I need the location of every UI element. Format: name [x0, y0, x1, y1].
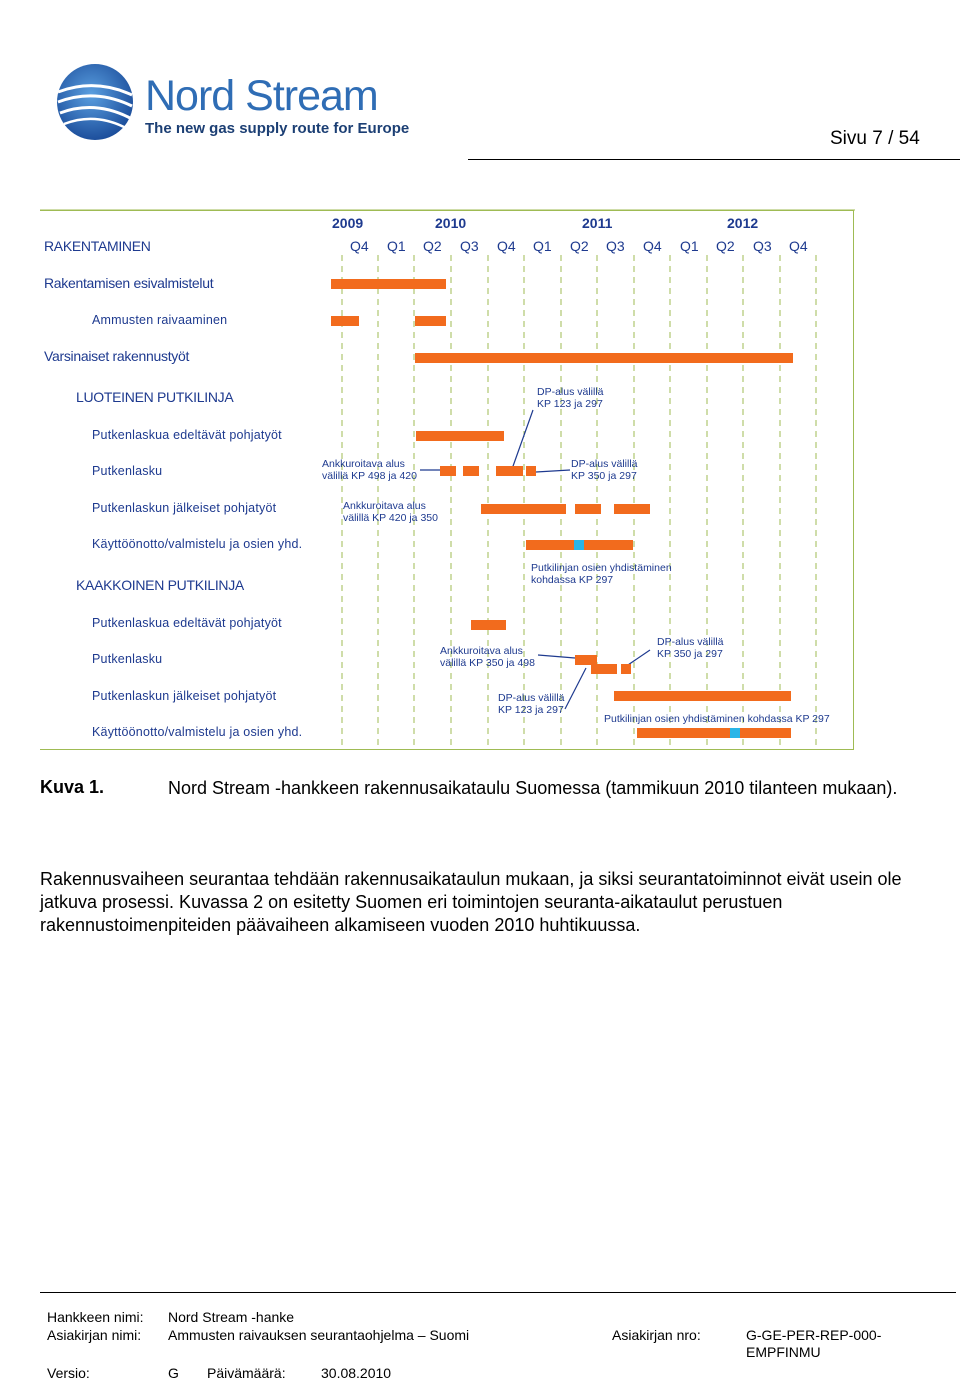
note-line: Ankkuroitava alus — [440, 645, 523, 657]
note-line: DP-alus välillä — [657, 636, 724, 648]
quarter-label: Q4 — [643, 238, 662, 254]
year-label: 2012 — [727, 215, 759, 231]
row-label: Putkenlaskun jälkeiset pohjatyöt — [92, 689, 277, 703]
footer-version-label: Versio: — [47, 1365, 90, 1381]
bar-lp-putkenlasku-1 — [440, 466, 456, 476]
globe-logo-icon — [0, 40, 140, 180]
note-line: KP 350 ja 297 — [571, 470, 637, 482]
row-label: Putkenlaskua edeltävät pohjatyöt — [92, 428, 282, 442]
note-anchor-498-420 — [322, 458, 417, 482]
year-label: 2011 — [582, 215, 613, 231]
marker-lp-yhdistaminen — [574, 540, 584, 550]
quarter-label: Q2 — [423, 238, 442, 254]
note-line: DP-alus välillä — [571, 458, 638, 470]
footer-doc-value: Ammusten raivauksen seurantaohjelma – Suomi — [168, 1327, 470, 1343]
note-dp-123-297-kp — [498, 692, 565, 716]
quarter-label: Q1 — [680, 238, 699, 254]
row-label: Putkenlaskun jälkeiset pohjatyöt — [92, 501, 277, 515]
quarter-label: Q4 — [350, 238, 369, 254]
bar-kp-kayttoonotto — [637, 728, 791, 738]
bar-varsinaiset-rakennustyot — [415, 353, 793, 363]
footer-version-value: G — [168, 1365, 179, 1381]
quarter-label: Q2 — [716, 238, 735, 254]
note-line: Ankkuroitava alus — [322, 458, 405, 470]
bar-kp-putkenlasku-3 — [621, 664, 631, 674]
note-line: kohdassa KP 297 — [531, 574, 614, 586]
bar-lp-jalkeiset-pohjatyot-1 — [481, 504, 566, 514]
bar-kp-putkenlasku-2 — [591, 664, 617, 674]
section-label: LUOTEINEN PUTKILINJA — [76, 389, 234, 405]
quarter-label: Q4 — [497, 238, 516, 254]
footer-docno-value-cont: EMPFINMU — [746, 1344, 821, 1360]
bar-kp-jalkeiset-pohjatyot — [614, 691, 791, 701]
figure-number: Kuva 1. — [40, 777, 105, 797]
row-label: Putkenlasku — [92, 652, 163, 666]
row-label: Putkenlasku — [92, 464, 163, 478]
footer-date-value: 30.08.2010 — [321, 1365, 392, 1381]
row-label: Putkenlaskua edeltävät pohjatyöt — [92, 616, 282, 630]
note-line: KP 350 ja 297 — [657, 648, 723, 660]
quarter-label: Q2 — [570, 238, 589, 254]
bar-ammusten-raivaaminen-2 — [415, 316, 446, 326]
footer-doc-label: Asiakirjan nimi: — [47, 1327, 142, 1343]
row-label: Ammusten raivaaminen — [92, 313, 228, 327]
note-line: välillä KP 420 ja 350 — [343, 512, 438, 524]
header-divider — [468, 159, 960, 160]
construction-schedule-chart — [40, 210, 854, 750]
figure-caption: Nord Stream -hankkeen rakennusaikataulu Suomessa (tammikuun 2010 tilanteen mukaan). — [168, 778, 898, 798]
bar-lp-jalkeiset-pohjatyot-3 — [614, 504, 650, 514]
quarter-label: Q3 — [460, 238, 479, 254]
note-line: Ankkuroitava alus — [343, 500, 426, 512]
note-line: DP-alus välillä — [537, 386, 604, 398]
year-label: 2010 — [435, 215, 467, 231]
note-anchor-350-498 — [440, 645, 535, 669]
bar-lp-putkenlasku-2 — [463, 466, 479, 476]
body-paragraph: Rakennusvaiheen seurantaa tehdään rakennusaikataulun mukaan, ja siksi seurantatoiminnot eivät usein ole jatkuva prosessi. Kuvassa 2 on esitetty Suomen eri toimintojen seuranta-aikataulut perustuen rakennustoimenpiteiden päävaiheen alkamiseen vuoden 2010 huhtikuussa. — [40, 869, 902, 935]
schedule-title: RAKENTAMINEN — [44, 238, 151, 254]
note-anchor-420-350 — [343, 500, 438, 524]
note-dp-350-297 — [571, 458, 638, 482]
bar-kp-edeltavat-pohjatyot — [471, 620, 506, 630]
brand-tagline: The new gas supply route for Europe — [145, 120, 410, 137]
row-label: Käyttöönotto/valmistelu ja osien yhd. — [92, 725, 303, 739]
row-label: Käyttöönotto/valmistelu ja osien yhd. — [92, 537, 303, 551]
marker-kp-yhdistaminen — [730, 728, 740, 738]
quarter-label: Q1 — [387, 238, 406, 254]
bar-lp-putkenlasku-3 — [496, 466, 523, 476]
bar-ammusten-raivaaminen-1 — [331, 316, 359, 326]
quarter-label: Q4 — [789, 238, 808, 254]
quarter-label: Q3 — [606, 238, 625, 254]
note-line: välillä KP 350 ja 498 — [440, 657, 535, 669]
note-line: välillä KP 498 ja 420 — [322, 470, 417, 482]
note-dp-350-297-kp — [657, 636, 724, 660]
note-line: KP 123 ja 297 — [498, 704, 564, 716]
section-label: KAAKKOINEN PUTKILINJA — [76, 577, 244, 593]
note-join-kp297-kp: Putkilinjan osien yhdistäminen kohdassa KP 297 — [604, 713, 830, 725]
footer-docno-label: Asiakirjan nro: — [612, 1327, 701, 1343]
note-dp-123-297 — [537, 386, 604, 410]
brand-name: Nord Stream — [145, 72, 378, 120]
footer-divider — [40, 1292, 956, 1293]
footer-date-label: Päivämäärä: — [207, 1365, 286, 1381]
bar-rakentamisen-esivalmistelut — [331, 279, 446, 289]
footer-project-label: Hankkeen nimi: — [47, 1309, 144, 1325]
footer-project-value: Nord Stream -hanke — [168, 1309, 295, 1325]
note-line: Putkilinjan osien yhdistäminen — [531, 562, 672, 574]
quarter-label: Q1 — [533, 238, 552, 254]
bar-lp-jalkeiset-pohjatyot-2 — [575, 504, 601, 514]
row-label: Rakentamisen esivalmistelut — [44, 275, 214, 291]
note-line: DP-alus välillä — [498, 692, 565, 704]
bar-lp-putkenlasku-4 — [526, 466, 536, 476]
year-label: 2009 — [332, 215, 364, 231]
footer-docno-value: G-GE-PER-REP-000- — [746, 1327, 882, 1343]
note-join-kp297 — [531, 562, 672, 586]
note-line: KP 123 ja 297 — [537, 398, 603, 410]
row-label: Varsinaiset rakennustyöt — [44, 348, 190, 364]
quarter-label: Q3 — [753, 238, 772, 254]
page-number: Sivu 7 / 54 — [830, 128, 920, 149]
bar-lp-edeltavat-pohjatyot — [416, 431, 504, 441]
